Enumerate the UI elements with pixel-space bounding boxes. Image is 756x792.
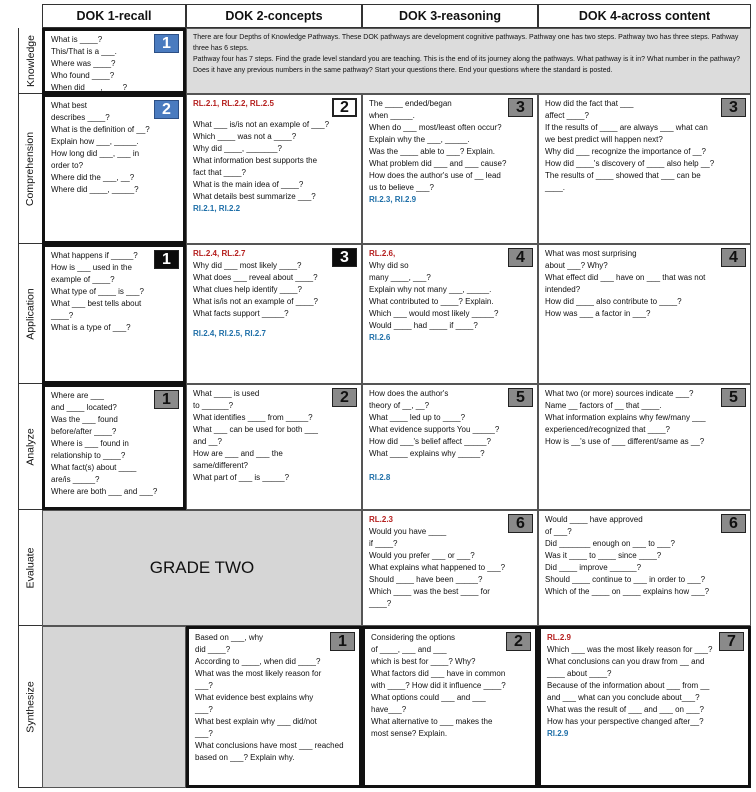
grade-label-block (42, 510, 362, 626)
step-badge: 4 (721, 248, 746, 267)
cell-analyze-dok4 (538, 384, 751, 510)
empty-gray-block (42, 626, 186, 788)
header-dok4: DOK 4-across content (538, 4, 751, 28)
question-list: Considering the options of ____, ___ and ___ which is best for ____? Why? What factors did ___ have in common with ____? How did it influence ____? What options could ___ and ___ have___? What alternative to ___ makes the most sense? Explain. (371, 633, 506, 738)
question-list: How did the fact that ___ affect ____? If the results of ____ are always ___ what can we best predict will happen next? Why did ___ recognize the importance of __? How did ____'s discovery of ____ also help __? The results of ____ showed that ___ can be ____. (545, 99, 715, 192)
standard-rl: RL.2.1, RL.2.2, RL.2.5 (193, 99, 274, 108)
question-list: What is ____? This/That is a ___. Where was ____? Who found ____? When did ___, ____? (51, 35, 128, 92)
cell-pathway-instructions (186, 28, 751, 94)
cell-comprehension-dok2 (186, 94, 362, 244)
cell-evaluate-dok4 (538, 510, 751, 626)
question-list: Which ___ was the most likely reason for ___? What conclusions can you draw from __ and ____ about ____? Because of the information about ___ from __ and ___ what can you conclude about___? What was the result of ___ and ___ on ___? How has your perspective changed after__? (547, 645, 713, 726)
cell-application-dok1 (42, 244, 186, 384)
standard-rl: RL.2.4, RL.2.7 (193, 249, 246, 258)
cell-analyze-dok1 (42, 384, 186, 510)
cell-synthesize-dok3 (362, 626, 538, 788)
cell-comprehension-dok3 (362, 94, 538, 244)
cell-comprehension-dok1 (42, 94, 186, 244)
standard-ri: RI.2.4, RI.2.5, RI.2.7 (193, 329, 266, 338)
row-label-knowledge: Knowledge (18, 28, 42, 94)
row-label-analyze: Analyze (18, 384, 42, 510)
question-list: Why did ___ most likely ____? What does ___ reveal about ____? What clues help identify ____? What is/is not an example of ____? What facts support _____? (193, 261, 318, 318)
step-badge: 5 (721, 388, 746, 407)
question-list: How does the author's theory of __, __? What ____ led up to ____? What evidence supports You _____? How did ___'s belief affect _____? What ____ explains why _____? (369, 389, 500, 458)
standard-rl: RL.2.3 (369, 515, 394, 524)
step-badge: 1 (154, 390, 179, 409)
question-list: The ____ ended/began when _____. When do ___ most/least often occur? Explain why the ___, _____. Was the ____ able to ___? Explain. What problem did ___ and ___ cause? How does the author's use of __ lead us to believe ___? (369, 99, 507, 192)
cell-synthesize-dok4 (538, 626, 751, 788)
header-dok3: DOK 3-reasoning (362, 4, 538, 28)
question-list: Why did so many ____, ___? Explain why not many ___, _____. What contributed to ____? Explain. Which ___ would most likely _____? Would ____ had ____ if ____? (369, 261, 499, 330)
question-list: What best describes ____? What is the definition of __? Explain how ___, _____. How long did ___, ___ in order to? Where did the ___, __? Where did ____, _____? (51, 101, 150, 194)
step-badge: 2 (506, 632, 531, 651)
standard-rl: RL.2.6, (369, 249, 396, 258)
row-label-application: Application (18, 244, 42, 384)
standard-ri: RI.2.8 (369, 473, 391, 482)
step-badge: 1 (330, 632, 355, 651)
cell-analyze-dok2 (186, 384, 362, 510)
step-badge: 2 (332, 98, 357, 117)
step-badge: 3 (721, 98, 746, 117)
instructions-text: There are four Depths of Knowledge Pathways. These DOK pathways are development cognitive pathways. Pathway one has two steps. Pathway two has three steps. Pathway three has 6 steps. Pathway four has 7 steps. Find the grade level standard you are teaching. This is the end of its journey along the pathways. What pathway is it in? What number in the pathway? Does it have any previous numbers in the same pathway? Start your questions there. End your questions where the standard is posted. (193, 34, 740, 74)
cell-analyze-dok3 (362, 384, 538, 510)
step-badge: 6 (508, 514, 533, 533)
standard-rl: RL.2.9 (547, 633, 572, 642)
row-label-evaluate: Evaluate (18, 510, 42, 626)
row-label-synthesize: Synthesize (18, 626, 42, 788)
row-label-comprehension: Comprehension (18, 94, 42, 244)
grade-label: GRADE TWO (149, 558, 255, 577)
cell-knowledge-dok1 (42, 28, 186, 94)
cell-comprehension-dok4 (538, 94, 751, 244)
cell-evaluate-dok3 (362, 510, 538, 626)
standard-ri: RI.2.1, RI.2.2 (193, 204, 241, 213)
step-badge: 1 (154, 250, 179, 269)
step-badge: 5 (508, 388, 533, 407)
step-badge: 7 (719, 632, 744, 651)
question-list: What ___ is/is not an example of ___? Which ____ was not a ____? Why did ____, _______? What information best supports the fact that ____? What is the main idea of ____? What details best summarize ___? (193, 120, 330, 201)
step-badge: 4 (508, 248, 533, 267)
step-badge: 3 (508, 98, 533, 117)
standard-ri: RI.2.3, RI.2.9 (369, 195, 417, 204)
cell-synthesize-dok2 (186, 626, 362, 788)
question-list: What two (or more) sources indicate ___? Name __ factors of __ that ____. What information explains why few/many ___ experienced/recognized that ____? How is __'s use of ___ different/same as __? (545, 389, 706, 446)
step-badge: 3 (332, 248, 357, 267)
cell-application-dok2 (186, 244, 362, 384)
question-list: Where are ___ and ____ located? Was the ___ found before/after ____? Where is ___ found in relationship to ____? What fact(s) about ____ are/is _____? Where are both ___ and ___? (51, 391, 158, 496)
question-list: What happens if _____? How is ___ used in the example of ____? What type of ____ is ___? What ___ best tells about ____? What is a type of ___? (51, 251, 144, 332)
header-dok2: DOK 2-concepts (186, 4, 362, 28)
question-list: What ____ is used to ______? What identifies ____ from _____? What ___ can be used for both ___ and __? How are ___ and ___ the same/different? What part of ___ is _____? (193, 389, 318, 482)
step-badge: 1 (154, 34, 179, 53)
question-list: Would you have ____ if ____? Would you prefer ___ or ___? What explains what happened to ___? Should ____ have been _____? Which ____ was the best ____ for ____? (369, 527, 506, 608)
cell-application-dok3 (362, 244, 538, 384)
header-dok1: DOK 1-recall (42, 4, 186, 28)
standard-ri: RI.2.9 (547, 729, 569, 738)
step-badge: 2 (154, 100, 179, 119)
standard-ri: RI.2.6 (369, 333, 391, 342)
cell-application-dok4 (538, 244, 751, 384)
question-list: What was most surprising about ___? Why? What effect did ___ have on ___ that was not intended? How did ____ also contribute to ____? How was ___ a factor in ___? (545, 249, 706, 318)
question-list: Based on ___, why did ____? According to ____, when did ____? What was the most likely reason for ___? What evidence best explains why ___? What best explain why ___ did/not ___? What conclusions have most ___ reached based on ___? Explain why. (195, 633, 344, 762)
question-list: Would ____ have approved of ___? Did _______ enough on ___ to ___? Was it ____ to ____ since ____? Did ____ improve ______? Should ____ continue to ___ in order to ___? Which of the ____ on ____ explains how ___? (545, 515, 710, 596)
step-badge: 2 (332, 388, 357, 407)
step-badge: 6 (721, 514, 746, 533)
